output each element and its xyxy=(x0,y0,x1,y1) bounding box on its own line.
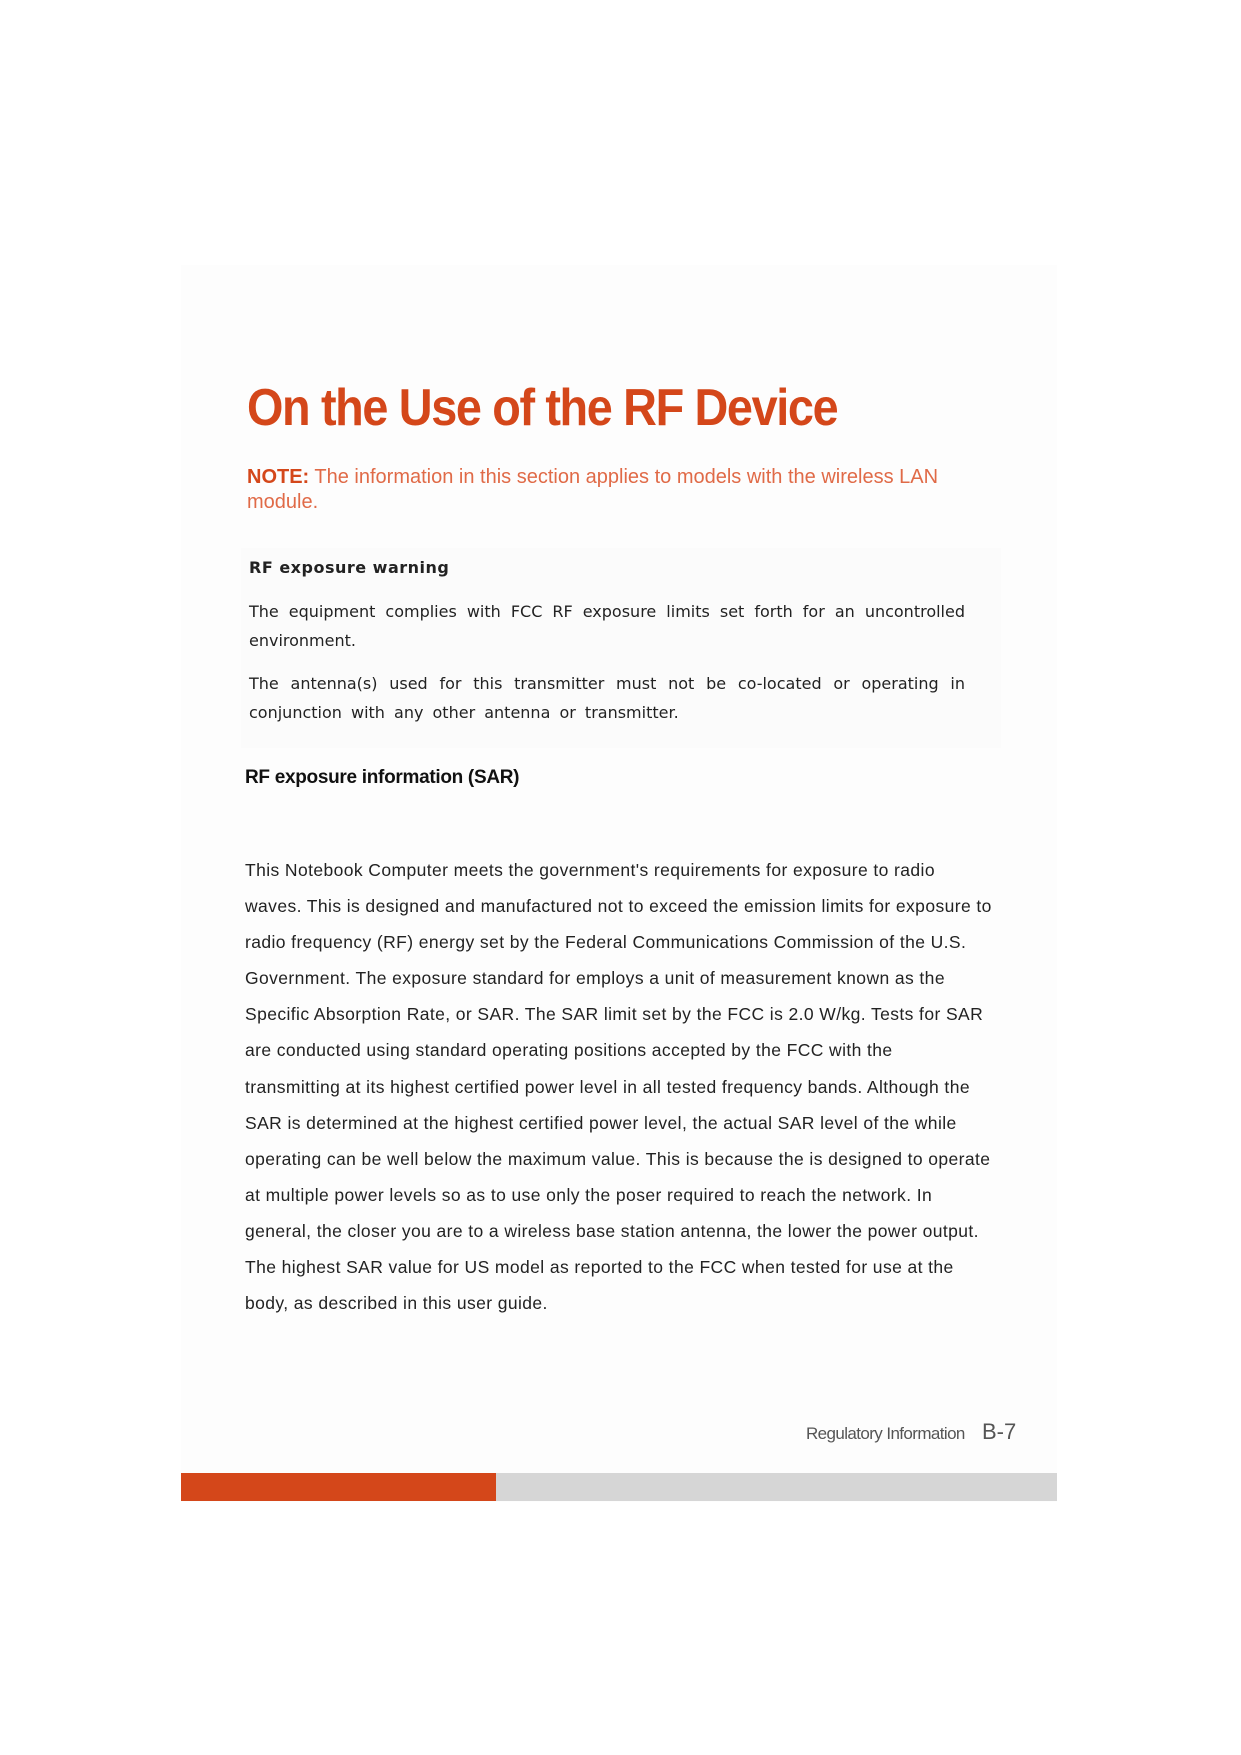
rf-warning-paragraph: The equipment complies with FCC RF exposure limits set forth for an uncontrolled environment. xyxy=(249,602,965,650)
footer-accent-bar xyxy=(181,1473,496,1501)
page-title: On the Use of the RF Device xyxy=(247,379,838,437)
note-text: The information in this section applies to models with the wireless LAN module. xyxy=(247,466,939,513)
footer-gray-bar xyxy=(496,1473,1057,1501)
sar-body: This Notebook Computer meets the government's requirements for exposure to radio waves. This is designed and manufactured not to exceed the emission limits for exposure to radio frequency (RF) energy set by the Federal Communications Commission of the U.S. Government. The exposure standard for employs a unit of measurement known as the Specific Absorption Rate, or SAR. The SAR limit set by the FCC is 2.0 W/kg. Tests for SAR are conducted using standard operating positions accepted by the FCC with the transmitting at its highest certified power level in all tested frequency bands. Although the SAR is determined at the highest certified power level, the actual SAR level of the while operating can be well below the maximum value. This is because the is designed to operate at multiple power levels so as to use only the poser required to reach the network. In general, the closer you are to a wireless base station antenna, the lower the power output. The highest SAR value for US model as reported to the FCC when tested for use at the body, as described in this user guide. xyxy=(245,860,992,1314)
footer-section-label: Regulatory Information xyxy=(806,1424,965,1443)
footer-page-number: B-7 xyxy=(982,1419,1017,1444)
rf-warning-heading: RF exposure warning xyxy=(249,558,450,577)
sar-heading: RF exposure information (SAR) xyxy=(245,767,520,788)
rf-warning-paragraph: The antenna(s) used for this transmitter must not be co-located or operating in conjunction with any other antenna or transmitter. xyxy=(249,674,965,722)
note-label: NOTE: xyxy=(247,466,310,488)
note xyxy=(247,465,987,515)
